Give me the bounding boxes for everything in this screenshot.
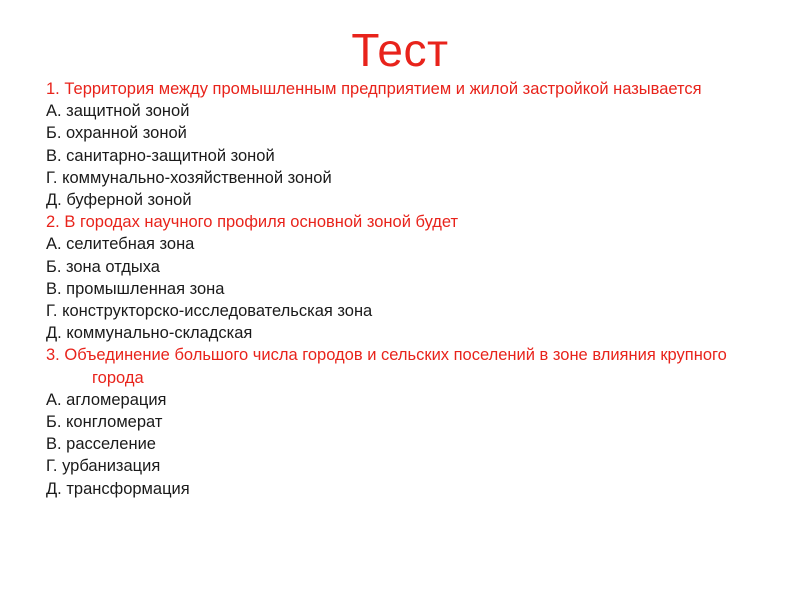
answer-option: В. санитарно-защитной зоной [46,146,275,165]
question-list [46,78,746,500]
answer-option: А. защитной зоной [46,102,190,121]
answer-option: А. агломерация [46,390,167,409]
question-number: 2. [46,213,60,232]
question-text: Объединение большого числа городов и сельских поселений в зоне влияния крупного города [64,346,727,387]
question-1 [46,78,746,100]
answer-option: А. селитебная зона [46,235,195,254]
question-text: Территория между промышленным предприятием и жилой застройкой называется [64,80,702,98]
answer-option: Б. конгломерат [46,413,163,432]
answer-option: Г. коммунально-хозяйственной зоной [46,168,332,187]
question-3 [46,344,746,388]
answer-option: Д. коммунально-складская [46,324,253,343]
question-number: 3. [46,346,60,365]
answer-option: В. промышленная зона [46,279,225,298]
answer-option: В. расселение [46,435,156,454]
answer-option: Б. зона отдыха [46,257,160,276]
question-number: 1. [46,80,60,98]
slide-title: Тест [351,24,449,76]
question-text: В городах научного профиля основной зоной будет [64,213,459,232]
answer-option: Д. буферной зоной [46,191,192,210]
answer-option: Г. конструкторско-исследовательская зона [46,302,373,321]
answer-option: Б. охранной зоной [46,124,187,143]
question-2 [46,211,746,233]
answer-option: Г. урбанизация [46,457,161,476]
answer-option: Д. трансформация [46,479,190,498]
